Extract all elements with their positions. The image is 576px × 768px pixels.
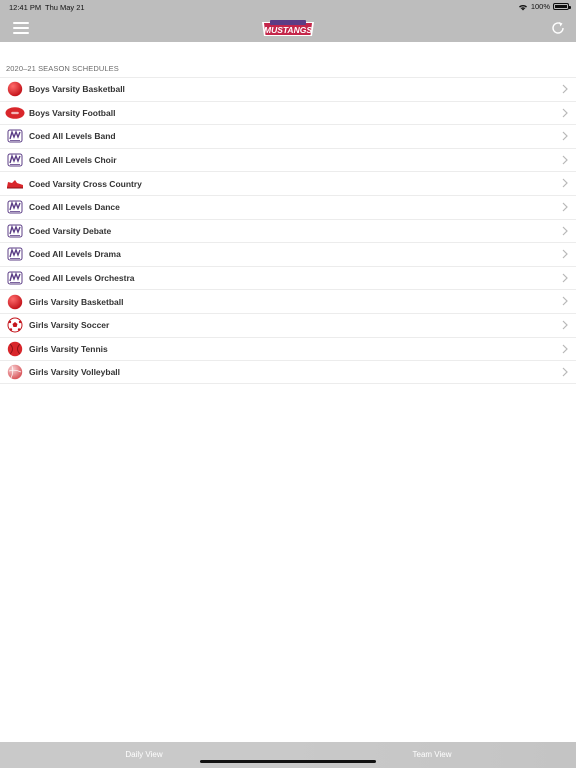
hamburger-menu-icon[interactable] <box>13 22 29 34</box>
chevron-right-icon <box>562 226 568 236</box>
chevron-right-icon <box>562 131 568 141</box>
tab-team-view[interactable]: Team View <box>412 750 452 759</box>
list-item[interactable] <box>0 195 576 219</box>
status-bar <box>0 0 576 14</box>
list-item[interactable] <box>0 171 576 195</box>
list-item[interactable] <box>0 219 576 243</box>
football-icon <box>5 105 25 121</box>
soccer-ball-icon <box>5 317 25 333</box>
list-item-label: Coed All Levels Choir <box>29 155 117 166</box>
list-item-label: Girls Varsity Basketball <box>29 296 124 307</box>
list-item-label: Girls Varsity Soccer <box>29 320 110 331</box>
list-item[interactable] <box>0 337 576 361</box>
list-item[interactable] <box>0 124 576 148</box>
tennis-ball-icon <box>5 341 25 357</box>
list-item-label: Coed All Levels Orchestra <box>29 273 135 284</box>
schedule-list <box>0 77 576 384</box>
home-indicator <box>200 760 376 763</box>
running-shoe-icon <box>5 176 25 192</box>
list-item-label: Coed All Levels Band <box>29 131 116 142</box>
tab-daily-view[interactable]: Daily View <box>125 750 163 759</box>
list-item[interactable] <box>0 77 576 101</box>
basketball-icon <box>5 81 25 97</box>
volleyball-icon <box>5 364 25 380</box>
list-item-label: Coed Varsity Cross Country <box>29 178 142 189</box>
chevron-right-icon <box>562 178 568 188</box>
list-item-label: Coed All Levels Dance <box>29 202 120 213</box>
list-item[interactable] <box>0 313 576 337</box>
list-item[interactable] <box>0 101 576 125</box>
chevron-right-icon <box>562 344 568 354</box>
mascot-logo-icon <box>5 270 25 286</box>
chevron-right-icon <box>562 108 568 118</box>
list-item-label: Coed All Levels Drama <box>29 249 121 260</box>
list-item-label: Girls Varsity Volleyball <box>29 366 121 377</box>
list-item-label: Girls Varsity Tennis <box>29 343 108 354</box>
chevron-right-icon <box>562 202 568 212</box>
chevron-right-icon <box>562 249 568 259</box>
list-item[interactable] <box>0 242 576 266</box>
chevron-right-icon <box>562 296 568 306</box>
mascot-logo-icon <box>5 223 25 239</box>
chevron-right-icon <box>562 155 568 165</box>
mascot-logo-icon <box>5 152 25 168</box>
list-item-label: Coed Varsity Debate <box>29 225 112 236</box>
basketball-icon <box>5 294 25 310</box>
mustangs-logo <box>258 17 318 39</box>
tab-bar <box>0 742 576 768</box>
status-date: Thu May 21 <box>45 3 85 12</box>
logo-text: MUSTANGS <box>263 25 313 35</box>
list-item[interactable] <box>0 289 576 313</box>
chevron-right-icon <box>562 367 568 377</box>
status-time: 12:41 PM <box>9 3 42 12</box>
mascot-logo-icon <box>5 199 25 215</box>
chevron-right-icon <box>562 320 568 330</box>
battery-icon <box>553 3 569 10</box>
chevron-right-icon <box>562 84 568 94</box>
battery-percent: 100% <box>530 2 550 11</box>
wifi-icon <box>518 3 528 11</box>
mascot-logo-icon <box>5 246 25 262</box>
chevron-right-icon <box>562 273 568 283</box>
list-item-label: Boys Varsity Football <box>29 107 116 118</box>
refresh-icon[interactable] <box>550 20 566 36</box>
list-item[interactable] <box>0 148 576 172</box>
mascot-logo-icon <box>5 128 25 144</box>
status-right <box>518 2 569 11</box>
list-item-label: Boys Varsity Basketball <box>29 84 125 95</box>
list-item[interactable] <box>0 266 576 290</box>
section-title: 2020–21 SEASON SCHEDULES <box>6 64 119 73</box>
navigation-bar <box>0 14 576 42</box>
list-item[interactable] <box>0 360 576 384</box>
